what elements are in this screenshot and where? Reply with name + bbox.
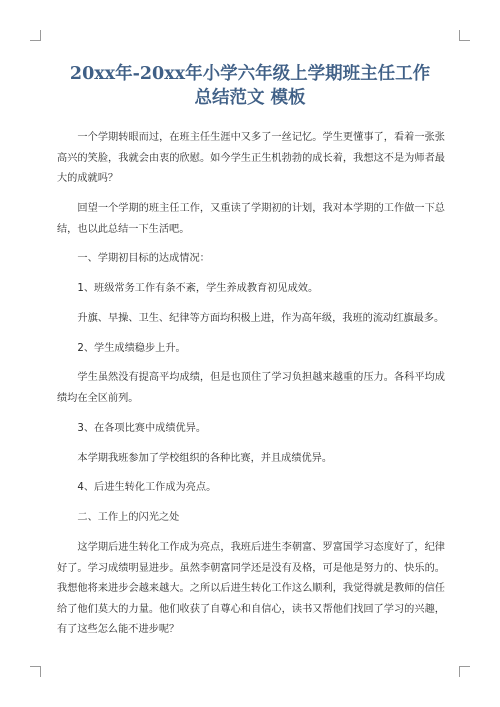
- document-title: [40, 62, 460, 110]
- crop-mark-bottom-right-h: [459, 666, 470, 667]
- list-item-heading: 1、班级常务工作有条不紊，学生养成教育初见成效。: [77, 283, 319, 295]
- document-body: [57, 128, 445, 641]
- list-item-heading: 3、在各项比赛中成绩优异。: [77, 422, 207, 434]
- crop-mark-top-right-v: [459, 30, 460, 41]
- paragraph: 这学期后进生转化工作成为亮点，我班后进生李朝富、罗富国学习态度好了，纪律好了。学习成绩明显进步。虽然李朝富同学还是没有及格，可是他是努力的、快乐的。我想他将来进步会越来越大。之所以后进生转化工作这么顺利，我觉得就是教师的信任给了他们莫大的力量。他们收获了自尊心和自信心，读书又帮他们找回了学习的兴趣，有了这些怎么能不进步呢？: [57, 541, 445, 636]
- crop-mark-top-right-h: [459, 40, 470, 41]
- title-line-1: 20xx年-20xx年小学六年级上学期班主任工作: [69, 64, 431, 84]
- crop-mark-bottom-right-v: [459, 666, 460, 677]
- paragraph: 一个学期转眼而过，在班主任生涯中又多了一丝记忆。学生更懂事了，看着一张张高兴的笑脸，我就会由衷的欣慰。如今学生正生机勃勃的成长着，我想这不是为师者最大的成就吗？: [57, 132, 445, 185]
- crop-mark-bottom-left-v: [40, 666, 41, 677]
- section-heading: 一、学期初目标的达成情况：: [77, 253, 210, 265]
- paragraph: 本学期我班参加了学校组织的各种比赛，并且成绩优异。: [77, 452, 333, 464]
- paragraph: 学生虽然没有提高平均成绩，但是也顶住了学习负担越来越重的压力。各科平均成绩均在全区前列。: [57, 372, 445, 405]
- crop-mark-top-left-v: [40, 30, 41, 41]
- section-heading: 二、工作上的闪光之处: [77, 512, 180, 524]
- paragraph: 升旗、早操、卫生、纪律等方面均积极上进，作为高年级，我班的流动红旗最多。: [77, 312, 445, 324]
- list-item-heading: 2、学生成绩稳步上升。: [77, 342, 186, 354]
- title-line-2: 总结范文 模板: [194, 88, 306, 108]
- list-item-heading: 4、后进生转化工作成为亮点。: [77, 482, 217, 494]
- paragraph: 回望一个学期的班主任工作，又重读了学期初的计划，我对本学期的工作做一下总结，也以此总结一下生活吧。: [57, 202, 445, 235]
